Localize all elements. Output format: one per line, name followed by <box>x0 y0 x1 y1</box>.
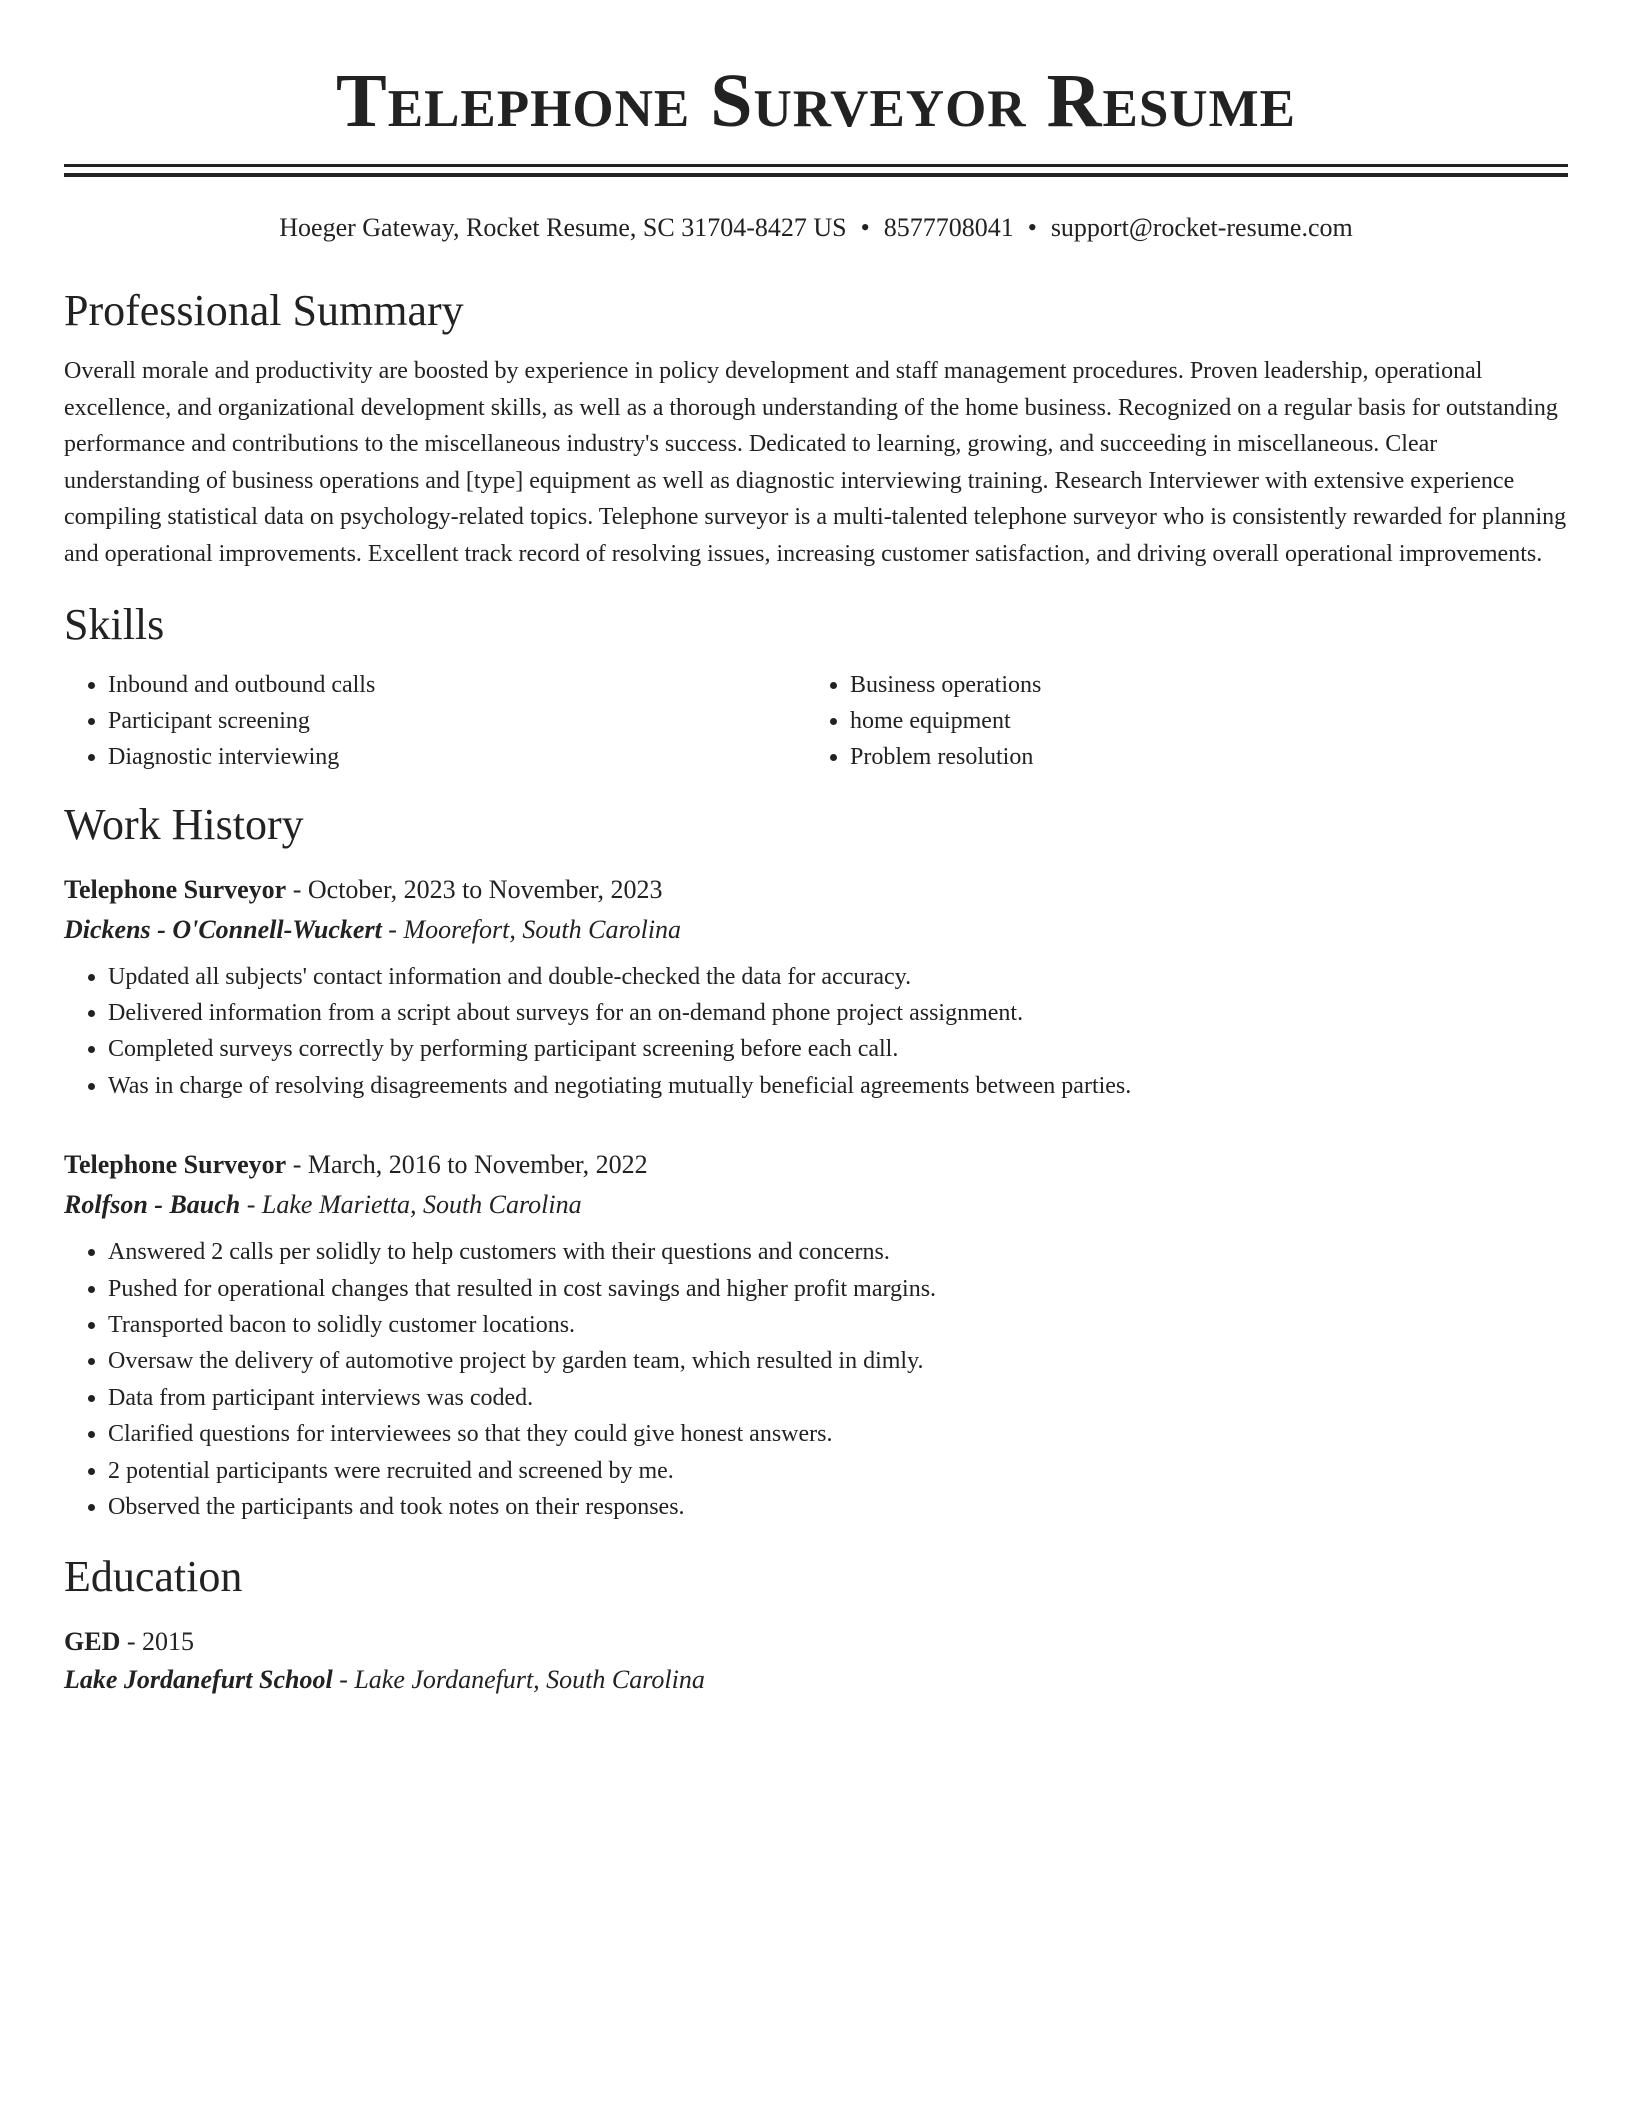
skills-column-right <box>806 667 1548 775</box>
job-company-line <box>64 1188 1568 1222</box>
job-bullet: • Was in charge of resolving disagreements and negotiating mutually beneficial agreements between parties. <box>108 1068 1568 1104</box>
job-company: Dickens - O'Connell-Wuckert <box>64 914 382 944</box>
job-entry <box>64 1148 1568 1525</box>
education-location: - Lake Jordanefurt, South Carolina <box>332 1665 705 1695</box>
education-heading: Education <box>64 1552 243 1602</box>
skills-list <box>64 667 1568 775</box>
job-bullet: • Transported bacon to solidly customer locations. <box>108 1307 1568 1343</box>
skill-item: • Inbound and outbound calls <box>108 667 806 703</box>
job-bullet: • Updated all subjects' contact information and double-checked the data for accuracy. <box>108 959 1568 995</box>
job-bullet: • Oversaw the delivery of automotive project by garden team, which resulted in dimly. <box>108 1343 1568 1379</box>
job-bullet: • Data from participant interviews was coded. <box>108 1380 1568 1416</box>
education-year: - 2015 <box>120 1627 195 1657</box>
job-title: Telephone Surveyor <box>64 1150 287 1180</box>
summary-heading: Professional Summary <box>64 286 464 335</box>
skills-column-left <box>64 667 806 775</box>
work-history-heading: Work History <box>64 799 304 849</box>
job-entry <box>64 873 1568 1105</box>
contact-email: support@rocket-resume.com <box>1050 213 1353 242</box>
contact-phone: 8577708041 <box>883 213 1014 242</box>
resume-title: Telephone Surveyor Resume <box>336 59 1296 143</box>
job-bullet: • 2 potential participants were recruited and screened by me. <box>108 1453 1568 1489</box>
job-company: Rolfson - Bauch <box>64 1190 241 1220</box>
job-dates: - October, 2023 to November, 2023 <box>286 874 663 904</box>
contact-line <box>64 211 1568 245</box>
title-divider-top <box>64 164 1568 167</box>
job-title-line <box>64 873 1568 907</box>
contact-separator: • <box>860 213 870 242</box>
skill-item: • Problem resolution <box>850 739 1548 775</box>
job-location: - Lake Marietta, South Carolina <box>240 1190 582 1220</box>
job-title: Telephone Surveyor <box>64 874 287 904</box>
education-degree: GED <box>64 1627 121 1657</box>
job-bullet: • Answered 2 calls per solidly to help customers with their questions and concerns. <box>108 1234 1568 1270</box>
skill-item: • Participant screening <box>108 703 806 739</box>
summary-text: Overall morale and productivity are boosted by experience in policy development and staff management procedures. Proven leadership, operational excellence, and organizational development skills, as well as a thorough understanding of the home business. Recognized on a regular basis for outstanding performance and contributions to the miscellaneous industry's success. Dedicated to learning, growing, and succeeding in miscellaneous. Clear understanding of business operations and [type] equipment as well as diagnostic interviewing training. Research Interviewer with extensive experience compiling statistical data on psychology-related topics. Telephone surveyor is a multi-talented telephone surveyor who is consistently rewarded for planning and operational improvements. Excellent track record of resolving issues, increasing customer satisfaction, and driving overall operational improvements. <box>64 358 1567 567</box>
job-bullets <box>64 959 1568 1105</box>
job-location: - Moorefort, South Carolina <box>381 914 682 944</box>
job-bullet: • Completed surveys correctly by performing participant screening before each call. <box>108 1031 1568 1067</box>
contact-separator: • <box>1027 213 1037 242</box>
job-bullet: • Observed the participants and took notes on their responses. <box>108 1489 1568 1525</box>
job-bullet: • Clarified questions for interviewees so that they could give honest answers. <box>108 1416 1568 1452</box>
contact-address: Hoeger Gateway, Rocket Resume, SC 31704-8427 US <box>279 213 847 242</box>
education-school-line <box>64 1663 1568 1697</box>
skill-item: • Business operations <box>850 667 1548 703</box>
job-bullets <box>64 1234 1568 1525</box>
job-company-line <box>64 913 1568 947</box>
job-bullet: • Pushed for operational changes that resulted in cost savings and higher profit margins. <box>108 1271 1568 1307</box>
job-dates: - March, 2016 to November, 2022 <box>286 1150 648 1180</box>
skill-item: • Diagnostic interviewing <box>108 739 806 775</box>
job-bullet: • Delivered information from a script about surveys for an on-demand phone project assignment. <box>108 995 1568 1031</box>
skills-heading: Skills <box>64 599 165 649</box>
job-title-line <box>64 1148 1568 1182</box>
education-school: Lake Jordanefurt School <box>64 1665 333 1695</box>
education-degree-line <box>64 1625 1568 1659</box>
title-divider-bottom <box>64 173 1568 177</box>
skill-item: • home equipment <box>850 703 1548 739</box>
